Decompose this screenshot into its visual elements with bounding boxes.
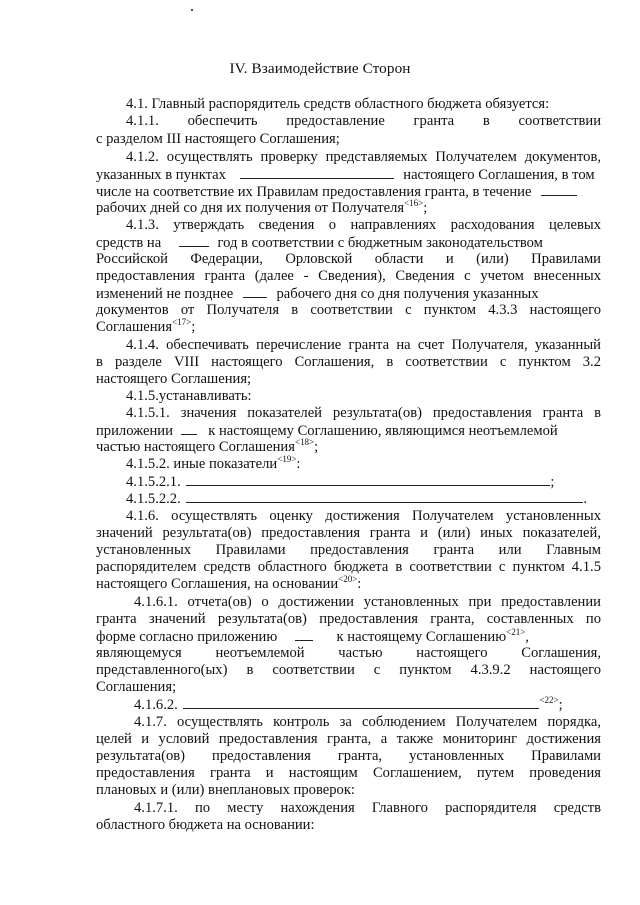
text-segment: : (357, 576, 362, 592)
text-segment: к настоящему Соглашению, являющимся неотъемлемой (208, 423, 558, 439)
blank-field (181, 422, 197, 435)
clause-4-1-6: 4.1.6. осуществлять оценку достижения Получателем установленных (126, 508, 601, 524)
text-segment: числе на соответствие их Правилам предоставления гранта, в течение (96, 184, 532, 200)
clause-4-1-7-line4: предоставления гранта и настоящим Соглашением, путем проведения (96, 765, 601, 781)
clause-4-1-7: 4.1.7. осуществлять контроль за соблюдением Получателем порядка, (134, 714, 601, 730)
clause-4-1-3-line6: документов от Получателя в соответствии с пунктом 4.3.3 настоящего (96, 302, 601, 318)
scan-speck (191, 9, 193, 11)
clause-4-1-7-1: 4.1.7.1. по месту нахождения Главного распорядителя средств (134, 800, 601, 816)
clause-4-1-6-line4: распорядителем средств областного бюджета в соответствии с пунктом 4.1.5 (96, 559, 601, 575)
clause-4-1-6-2 (134, 696, 601, 714)
clause-4-1-6-1-line5: представленного(ых) в соответствии с пунктом 4.3.9.2 настоящего (96, 662, 601, 678)
text-segment: 4.1.5.2. иные показатели (126, 456, 278, 472)
clause-4-1-4-line3: настоящего Соглашения; (96, 371, 252, 387)
clause-4-1-3-line7 (96, 319, 601, 336)
text-segment: приложении (96, 423, 173, 439)
text-segment: ; (314, 439, 319, 455)
clause-4-1-4: 4.1.4. обеспечивать перечисление гранта на счет Получателя, указанный (126, 337, 601, 353)
clause-4-1-6-line3: установленных Правилами предоставления гранта или Главным (96, 542, 601, 558)
clause-4-1-6-1-line3 (96, 628, 601, 646)
clause-4-1-6-1-line2: гранта значений результата(ов) предоставления гранта, составленных по (96, 611, 601, 627)
clause-4-1-3-line2 (96, 234, 601, 252)
footnote-ref: <22> (539, 695, 559, 705)
clause-4-1-7-line2: целей и условий предоставления гранта, а также мониторинг достижения (96, 731, 601, 747)
footnote-ref: <19> (277, 454, 297, 464)
text-segment: 4.1.5.2.1. (126, 474, 181, 490)
text-segment: изменений не позднее (96, 286, 234, 302)
text-segment: частью настоящего Соглашения (96, 439, 295, 455)
clause-4-1-2-line4 (96, 200, 601, 217)
blank-field (183, 696, 539, 709)
text-segment: к настоящему Соглашению (336, 629, 507, 645)
blank-field (186, 490, 583, 503)
clause-4-1-5-2 (126, 456, 601, 473)
text-segment: ; (191, 319, 196, 335)
text-segment: год в соответствии с бюджетным законодательством (217, 235, 543, 251)
blank-field (295, 628, 313, 641)
clause-4-1-1: 4.1.1. обеспечить предоставление гранта в соответствии (126, 113, 601, 129)
clause-4-1-5-2-1 (126, 473, 601, 491)
text-segment: 4.1.6.2. (134, 697, 178, 713)
blank-field (186, 473, 550, 486)
clause-4-1-1-cont: с разделом III настоящего Соглашения; (96, 131, 340, 147)
section-title: IV. Взаимодействие Сторон (229, 60, 411, 77)
text-segment: указанных в пунктах (96, 167, 226, 183)
clause-4-1-5-1-line3 (96, 439, 601, 456)
text-segment: . (583, 491, 588, 507)
clause-4-1: 4.1. Главный распорядитель средств областного бюджета обязуется: (126, 96, 550, 112)
text-segment: ; (423, 200, 428, 216)
text-segment: ; (558, 697, 563, 713)
clause-4-1-7-line5: плановых и (или) внеплановых проверок: (96, 782, 355, 798)
clause-4-1-5-1-line2 (96, 422, 601, 440)
footnote-ref: <20> (338, 574, 358, 584)
text-segment: Соглашения (96, 319, 173, 335)
text-segment: средств на (96, 235, 162, 251)
clause-4-1-2: 4.1.2. осуществлять проверку представляемых Получателем документов, (126, 149, 601, 165)
blank-field (541, 183, 577, 196)
footnote-ref: <16> (404, 198, 424, 208)
clause-4-1-6-line2: значений результата(ов) предоставления гранта и (или) иных показателей, (96, 525, 601, 541)
text-segment: : (296, 456, 301, 472)
clause-4-1-5-1: 4.1.5.1. значения показателей результата(ов) предоставления гранта в (126, 405, 601, 421)
text-segment: форме согласно приложению (96, 629, 278, 645)
text-segment: ; (550, 474, 555, 490)
clause-4-1-6-1-line4: являющемуся неотъемлемой частью настоящего Соглашения, (96, 645, 601, 661)
text-segment: 4.1.5.2.2. (126, 491, 181, 507)
clause-4-1-7-1-line2: областного бюджета на основании: (96, 817, 315, 833)
clause-4-1-3: 4.1.3. утверждать сведения о направлениях расходования целевых (126, 217, 601, 233)
clause-4-1-6-1-line6: Соглашения; (96, 679, 177, 695)
footnote-ref: <17> (172, 317, 192, 327)
clause-4-1-3-line3: Российской Федерации, Орловской области и (или) Правилами (96, 251, 601, 267)
clause-4-1-3-line4: предоставления гранта (далее - Сведения), Сведения с учетом внесенных (96, 268, 601, 284)
blank-field (240, 166, 394, 179)
text-segment: , (525, 629, 529, 645)
clause-4-1-7-line3: результата(ов) предоставления гранта, установленных Правилами (96, 748, 601, 764)
blank-field (243, 285, 267, 298)
footnote-ref: <18> (294, 437, 315, 447)
text-segment: рабочих дней со дня их получения от Получателя (96, 200, 405, 216)
text-segment: рабочего дня со дня получения указанных (276, 286, 539, 302)
clause-4-1-2-line2 (96, 166, 601, 184)
clause-4-1-2-line3 (96, 183, 601, 201)
clause-4-1-4-line2: в разделе VIII настоящего Соглашения, в соответствии с пунктом 3.2 (96, 354, 601, 370)
blank-field (179, 234, 209, 247)
text-segment: настоящего Соглашения, на основании (96, 576, 339, 592)
text-segment: настоящего Соглашения, в том (403, 167, 595, 183)
clause-4-1-5: 4.1.5.устанавливать: (126, 388, 252, 404)
clause-4-1-5-2-2 (126, 490, 601, 508)
clause-4-1-6-1: 4.1.6.1. отчета(ов) о достижении установленных при предоставлении (134, 594, 601, 610)
clause-4-1-3-line5 (96, 285, 601, 303)
footnote-ref: <21> (506, 627, 526, 637)
clause-4-1-6-line5 (96, 576, 601, 593)
